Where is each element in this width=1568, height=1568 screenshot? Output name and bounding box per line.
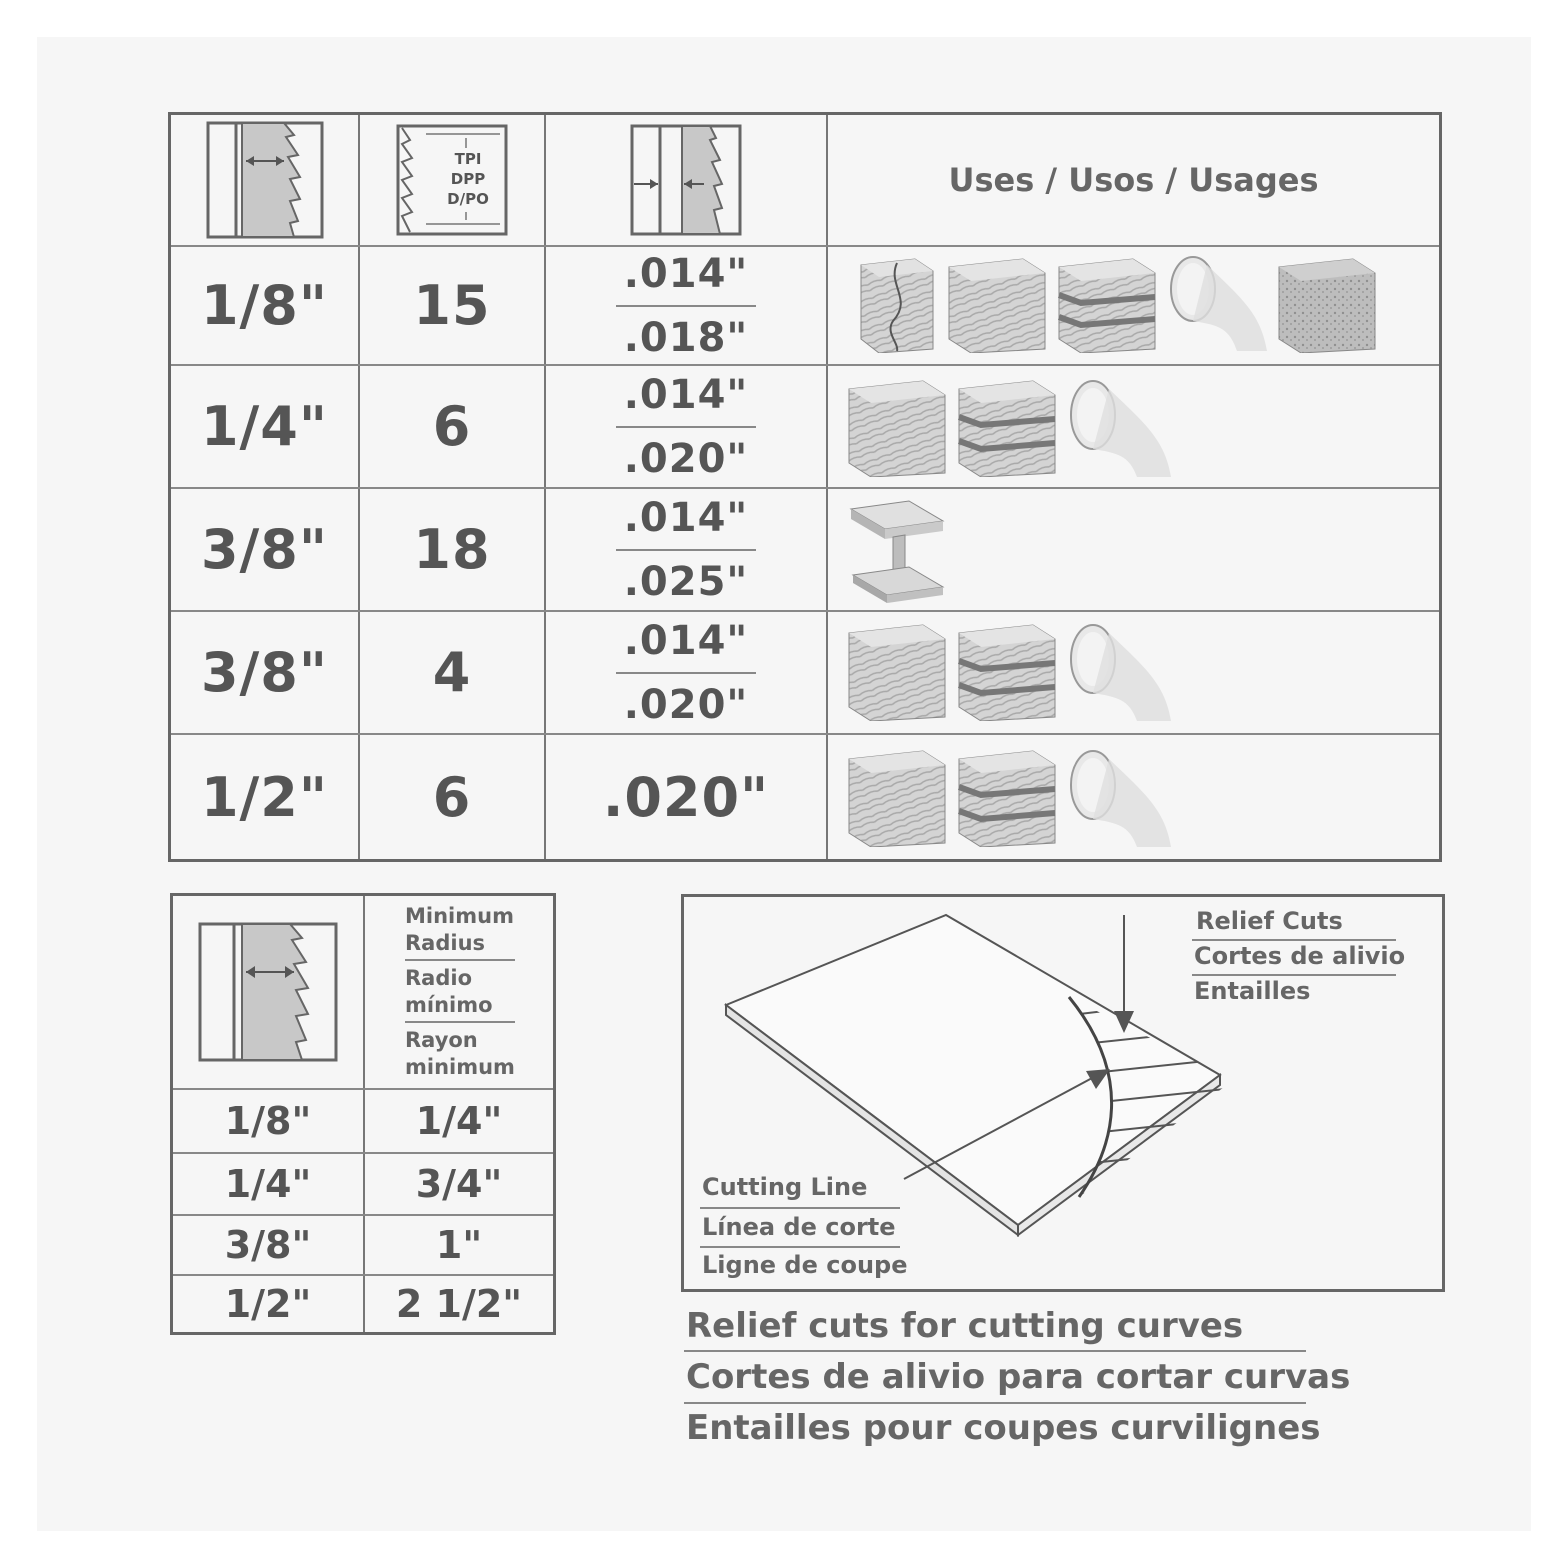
cutting-label-es: Línea de corte bbox=[702, 1213, 896, 1241]
radius-row-2-width: 1/4" bbox=[224, 1162, 312, 1206]
label-en: Minimum Radius bbox=[405, 904, 514, 955]
row-3-width: 3/8" bbox=[200, 518, 328, 581]
row-3-uses bbox=[847, 499, 947, 603]
row-3-thickness: .014" .025" bbox=[546, 489, 826, 610]
radius-header-label bbox=[365, 896, 553, 1088]
radius-row-3-width: 3/8" bbox=[224, 1223, 312, 1267]
pipe-elbow-icon bbox=[1067, 621, 1177, 721]
row-2-thickness: .014" .020" bbox=[546, 366, 826, 487]
wood-block-icon bbox=[847, 377, 947, 477]
row-4-tpi: 4 bbox=[432, 641, 472, 704]
pipe-elbow-icon bbox=[1067, 747, 1177, 847]
header-thickness bbox=[546, 115, 826, 245]
caption-divider bbox=[684, 1350, 1306, 1352]
label-divider bbox=[700, 1246, 900, 1248]
radius-row-2-radius: 3/4" bbox=[415, 1162, 503, 1206]
caption-fr: Entailles pour coupes curvilignes bbox=[686, 1408, 1321, 1448]
plywood-icon bbox=[957, 747, 1057, 847]
radius-row-1-radius: 1/4" bbox=[415, 1099, 503, 1143]
row-2-tpi: 6 bbox=[432, 395, 472, 458]
blade-thickness-icon bbox=[630, 124, 742, 236]
relief-cut-diagram bbox=[681, 894, 1445, 1292]
dpo-label: D/PO bbox=[447, 190, 489, 208]
caption-divider bbox=[684, 1402, 1306, 1404]
row-5-thickness: .020" bbox=[602, 765, 770, 829]
fraction-divider bbox=[616, 426, 756, 428]
relief-label-en: Relief Cuts bbox=[1196, 907, 1343, 935]
blade-spec-table bbox=[168, 112, 1442, 862]
fraction-divider bbox=[616, 549, 756, 551]
row-3-tpi: 18 bbox=[413, 518, 491, 581]
header-tpi bbox=[360, 115, 544, 245]
label-divider bbox=[405, 1021, 515, 1023]
label-divider bbox=[405, 959, 515, 961]
caption-en: Relief cuts for cutting curves bbox=[686, 1306, 1244, 1346]
radius-row-4-radius: 2 1/2" bbox=[395, 1282, 523, 1326]
wood-block-icon bbox=[947, 255, 1047, 353]
radius-header-icon bbox=[173, 896, 363, 1088]
label-divider bbox=[700, 1207, 900, 1209]
header-width bbox=[171, 115, 358, 245]
dpp-label: DPP bbox=[450, 170, 486, 188]
fraction-divider bbox=[616, 305, 756, 307]
label-fr: Rayon minimum bbox=[405, 1028, 515, 1079]
row-1-uses bbox=[857, 255, 1377, 353]
wood-block-icon bbox=[847, 747, 947, 847]
blade-width-icon bbox=[206, 121, 324, 239]
tpi-label: TPI bbox=[454, 150, 482, 168]
tooth-pitch-icon bbox=[396, 124, 508, 236]
label-divider bbox=[1192, 974, 1396, 976]
relief-label-fr: Entailles bbox=[1194, 977, 1311, 1005]
plywood-icon bbox=[957, 377, 1057, 477]
row-2-width: 1/4" bbox=[200, 395, 328, 458]
row-2-uses bbox=[847, 377, 1177, 477]
row-4-width: 3/8" bbox=[200, 641, 328, 704]
blade-width-icon bbox=[198, 922, 338, 1062]
cutting-label-fr: Ligne de coupe bbox=[702, 1251, 908, 1279]
pipe-elbow-icon bbox=[1067, 377, 1177, 477]
plywood-icon bbox=[1057, 255, 1157, 353]
row-5-uses bbox=[847, 747, 1177, 847]
particle-board-icon bbox=[1277, 255, 1377, 353]
label-divider bbox=[1192, 939, 1396, 941]
wood-block-icon bbox=[847, 621, 947, 721]
uses-title: Uses / Usos / Usages bbox=[948, 161, 1319, 199]
plywood-icon bbox=[957, 621, 1057, 721]
cutting-label-en: Cutting Line bbox=[702, 1173, 868, 1201]
label-es: Radio mínimo bbox=[405, 966, 493, 1017]
pipe-elbow-icon bbox=[1167, 255, 1267, 353]
radius-row-1-width: 1/8" bbox=[224, 1099, 312, 1143]
header-uses bbox=[828, 115, 1439, 245]
row-4-thickness: .014" .020" bbox=[546, 612, 826, 733]
row-5-width: 1/2" bbox=[200, 765, 328, 829]
radius-row-3-radius: 1" bbox=[435, 1223, 483, 1267]
minimum-radius-table bbox=[170, 893, 556, 1335]
row-1-tpi: 15 bbox=[413, 274, 491, 337]
row-4-uses bbox=[847, 621, 1177, 721]
radius-row-4-width: 1/2" bbox=[224, 1282, 312, 1326]
row-5-tpi: 6 bbox=[432, 765, 472, 829]
row-1-thickness: .014" .018" bbox=[546, 247, 826, 364]
curve-cut-wood-icon bbox=[857, 255, 937, 353]
relief-label-es: Cortes de alivio bbox=[1194, 942, 1406, 970]
metal-beam-icon bbox=[847, 499, 947, 603]
row-1-width: 1/8" bbox=[200, 274, 328, 337]
caption-es: Cortes de alivio para cortar curvas bbox=[686, 1357, 1351, 1397]
fraction-divider bbox=[616, 672, 756, 674]
